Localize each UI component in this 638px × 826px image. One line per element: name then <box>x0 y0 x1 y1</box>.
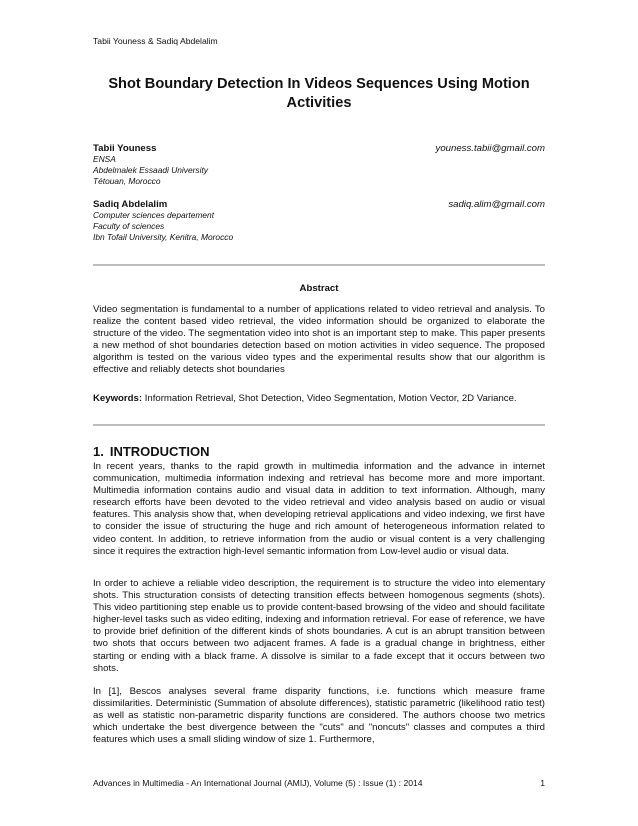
affiliation-line: ENSA <box>93 154 116 164</box>
journal-citation: Advances in Multimedia - An International Journal (AMIJ), Volume (5) : Issue (1) : 2014 <box>93 778 423 788</box>
author-email: sadiq.alim@gmail.com <box>448 199 545 210</box>
running-head: Tabii Youness & Sadiq Abdelalim <box>93 36 218 46</box>
author-block <box>93 199 545 243</box>
affiliation-line: Faculty of sciences <box>93 221 165 231</box>
affiliation-line: Tétouan, Morocco <box>93 176 161 186</box>
affiliation-line: Computer sciences departement <box>93 210 215 220</box>
abstract-text: Video segmentation is fundamental to a number of applications related to video retrieval and analysis. To realize the content based video retrieval, the video information should be organized to elaborate the structure of the video. The segmentation video into shot is an important step to make. This paper presents a new method of shot boundaries detection based on motion activities in video sequence. The proposed algorithm is tested on the various video types and the experimental results show that our algorithm is effective and reliably detects shot boundaries <box>93 304 545 376</box>
section-number: 1. <box>93 444 104 459</box>
divider <box>93 264 545 266</box>
author-name: Sadiq Abdelalim <box>93 199 168 210</box>
author-name: Tabii Youness <box>93 143 157 154</box>
abstract-heading: Abstract <box>299 283 339 294</box>
affiliation-line: Abdelmalek Essaadi University <box>93 165 208 175</box>
keywords-label: Keywords: <box>93 393 143 404</box>
paper-title: Shot Boundary Detection In Videos Sequences Using Motion Activities <box>108 76 530 111</box>
author-email: youness.tabii@gmail.com <box>435 143 545 154</box>
divider <box>93 424 545 426</box>
keywords-list: Information Retrieval, Shot Detection, Video Segmentation, Motion Vector, 2D Variance. <box>144 393 517 404</box>
footer <box>93 778 545 788</box>
keywords <box>93 393 545 405</box>
page-number: 1 <box>540 778 545 788</box>
section-title: INTRODUCTION <box>109 444 210 459</box>
body-paragraph: In [1], Bescos analyses several frame disparity functions, i.e. functions which measure frame dissimilarities. Deterministic (Summation of absolute differences), statistic parametric (likelihood ratio test) as well as statistic non-parametric disparity functions are considered. The authors choose two metrics which undertake the best divergence between the "cuts" and "noncuts" classes and computes a third features which uses a small sliding window of size 1. Furthermore, <box>93 686 545 746</box>
body-paragraph: In recent years, thanks to the rapid growth in multimedia information and the advance in internet communication, multimedia information indexing and retrieval has become more and more important. Multimedia information contains audio and visual data in addition to text information. Although, many research efforts have been devoted to the video retrieval and video analysis based on audio or visual features. This analysis show that, when developing retrieval applications and video indexing, we first have to consider the issue of structuring the huge and rich amount of heterogeneous information related to video content. In addition, to retrieve information from the audio or visual content is a very challenging since it requires the extraction high-level semantic information from Low-level audio or visual data. <box>93 461 545 557</box>
affiliation-line: Ibn Tofail University, Kenitra, Morocco <box>93 232 234 242</box>
body-paragraph: In order to achieve a reliable video description, the requirement is to structure the video into elementary shots. This structuration consists of detecting transition effects between homogenous segments (shots). This video partitioning step enable us to provide content-based browsing of the video and should facilitate higher-level tasks such as video editing, indexing and information retrieval. For ease of reference, we have to provide brief definition of the different kinds of shots boundaries. A cut is an abrupt transition between two shots that occurs between two adjacent frames. A fade is a gradual change in brightness, either starting or ending with a black frame. A dissolve is similar to a fade except that it occurs between two shots. <box>93 578 545 674</box>
author-block <box>93 143 545 187</box>
section-heading <box>93 444 210 459</box>
